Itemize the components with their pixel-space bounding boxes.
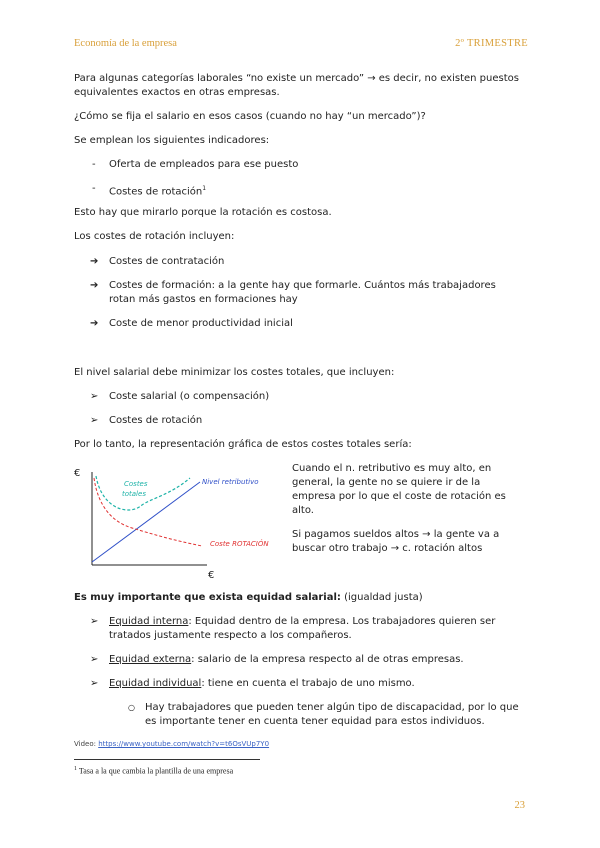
equity-item [109, 615, 495, 629]
footnote-divider [74, 759, 260, 760]
label-coste-rotacion: Coste ROTACIÓN [210, 540, 269, 548]
series-coste-rotacion [94, 478, 202, 546]
indicator-text: Costes de rotación [109, 186, 203, 198]
disability-line: Hay trabajadores que pueden tener algún tipo de discapacidad, por lo que [145, 702, 519, 713]
triangle-bullet-icon: ➢ [90, 678, 99, 689]
triangle-bullet-icon: ➢ [90, 391, 99, 402]
rotation-cost-item: Costes de formación: a la gente hay que formarle. Cuántos más trabajadores [109, 280, 496, 291]
footnote-ref: 1 [202, 185, 207, 192]
side-text-line: Cuando el n. retributivo es muy alto, en [292, 463, 492, 474]
circle-bullet-icon: ○ [128, 703, 135, 712]
side-text2-line: Si pagamos sueldos altos → la gente va a [292, 529, 500, 540]
header-right: 2º TRIMESTRE [455, 38, 528, 49]
equity-text: : tiene en cuenta el trabajo de uno mismo. [201, 678, 415, 689]
label-totales: totales [122, 490, 146, 498]
dash-marker: - [92, 159, 96, 170]
equity-title: Es muy importante que exista equidad salarial: [74, 592, 341, 603]
x-axis-label: € [208, 570, 215, 581]
triangle-bullet-icon: ➢ [90, 616, 99, 627]
equity-text: : salario de la empresa respecto al de otras empresas. [191, 654, 464, 665]
rotation-cost-item: Costes de contratación [109, 256, 225, 267]
side-text-line: general, la gente no se quiere ir de la [292, 477, 481, 488]
equity-subtitle: (igualdad justa) [340, 592, 423, 603]
disability-line: es importante tener en cuenta tener equidad para estos individuos. [145, 716, 485, 727]
page-number: 23 [514, 800, 525, 811]
triangle-bullet-icon: ➢ [90, 415, 99, 426]
equity-heading [74, 591, 423, 605]
label-costes: Costes [124, 480, 148, 488]
equity-term: Equidad externa [109, 654, 192, 665]
video-label: Video: [74, 740, 99, 748]
footnote-number: 1 [74, 766, 77, 772]
costs-chart [72, 462, 286, 582]
side-text2-line: buscar otro trabajo → c. rotación altos [292, 543, 483, 554]
indicators-intro: Se emplean los siguientes indicadores: [74, 135, 270, 146]
equity-text: : Equidad dentro de la empresa. Los trabajadores quieren ser [188, 616, 496, 627]
equity-item [109, 653, 464, 667]
para-mercado-2: equivalentes exactos en otras empresas. [74, 87, 280, 98]
footnote [74, 766, 233, 776]
dash-marker: - [92, 183, 96, 194]
graph-intro: Por lo tanto, la representación gráfica de estos costes totales sería: [74, 439, 412, 450]
arrow-bullet-icon: ➔ [90, 256, 99, 267]
salary-level-intro: El nivel salarial debe minimizar los costes totales, que incluyen: [74, 367, 395, 378]
y-axis-label: € [74, 468, 81, 479]
indicator-item [109, 182, 206, 199]
equity-item-cont: tratados justamente respecto a los compañeros. [109, 630, 352, 641]
equity-item [109, 677, 415, 691]
rotation-costs-intro: Los costes de rotación incluyen: [74, 231, 235, 242]
equity-term: Equidad interna [109, 616, 189, 627]
side-text-line: alto. [292, 505, 314, 516]
equity-term: Equidad individual [109, 678, 202, 689]
rotation-note: Esto hay que mirarlo porque la rotación es costosa. [74, 207, 332, 218]
side-text-line: empresa por lo que el coste de rotación es [292, 491, 506, 502]
arrow-bullet-icon: ➔ [90, 280, 99, 291]
rotation-cost-item: Coste de menor productividad inicial [109, 318, 293, 329]
video-reference [74, 740, 269, 748]
arrow-bullet-icon: ➔ [90, 318, 99, 329]
indicator-item: Oferta de empleados para ese puesto [109, 159, 299, 170]
question: ¿Cómo se fija el salario en esos casos (cuando no hay “un mercado”)? [74, 111, 426, 122]
triangle-bullet-icon: ➢ [90, 654, 99, 665]
rotation-cost-item-cont: rotan más gastos en formaciones hay [109, 294, 298, 305]
total-cost-item: Costes de rotación [109, 415, 203, 426]
video-link[interactable]: https://www.youtube.com/watch?v=t6OsVUp7Y0 [98, 740, 270, 748]
footnote-text: Tasa a la que cambia la plantilla de una empresa [78, 766, 234, 776]
header-left: Economía de la empresa [74, 38, 177, 49]
para-mercado: Para algunas categorías laborales “no existe un mercado” → es decir, no existen puestos [74, 73, 519, 84]
label-nivel-retributivo: Nivel retributivo [202, 478, 259, 486]
total-cost-item: Coste salarial (o compensación) [109, 391, 270, 402]
series-nivel-retributivo [92, 482, 200, 562]
page-header [74, 38, 528, 52]
